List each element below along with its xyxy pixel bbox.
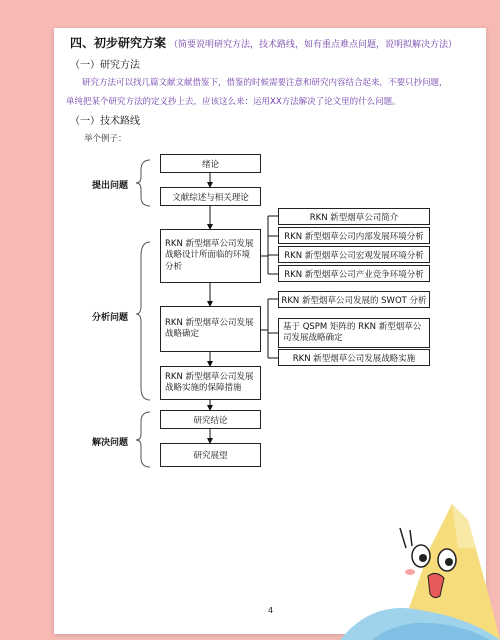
env-item: RKN 新型烟草公司产业竞争环境分析 (278, 265, 430, 282)
box-environment: RKN 新型烟草公司发展战略设计所面临的环境分析 (160, 229, 261, 283)
box-strategy: RKN 新型烟草公司发展战略确定 (160, 306, 261, 352)
stage-analyze: 分析问题 (92, 313, 129, 323)
box-intro: 绪论 (160, 154, 261, 173)
strategy-item: RKN 新型烟草公司发展战略实施 (278, 349, 430, 366)
box-review: 文献综述与相关理论 (160, 187, 261, 206)
stage-solve: 解决问题 (92, 438, 129, 448)
section-note: （简要说明研究方法，技术路线，如有重点难点问题，说明拟解决方法） (169, 40, 458, 50)
strategy-item: 基于 QSPM 矩阵的 RKN 新型烟草公司发展战略确定 (278, 318, 430, 348)
box-safeguard: RKN 新型烟草公司发展战略实施的保障措施 (160, 366, 261, 400)
method-body-line-2: 单纯把某个研究方法的定义抄上去，应该这么来：运用XX方法解决了论文里的什么问题。 (66, 97, 401, 107)
example-label: 举个例子： (84, 134, 127, 144)
stage-propose: 提出问题 (92, 181, 129, 191)
method-body-line-1: 研究方法可以找几篇文献文献借鉴下，借鉴的时候需要注意和研究内容结合起来，不要只抄问题， (82, 78, 448, 88)
route-subheading: （一）技术路线 (70, 116, 140, 127)
section-title: 四、初步研究方案 (70, 36, 167, 50)
method-subheading: （一）研究方法 (70, 60, 140, 71)
env-item: RKN 新型烟草公司宏观发展环境分析 (278, 246, 430, 263)
box-outlook: 研究展望 (160, 443, 261, 467)
box-conclusion: 研究结论 (160, 410, 261, 429)
page-number: 4 (268, 606, 274, 615)
env-item: RKN 新型烟草公司内部发展环境分析 (278, 227, 430, 244)
strategy-item: RKN 新型烟草公司发展的 SWOT 分析 (278, 291, 430, 308)
env-item: RKN 新型烟草公司简介 (278, 208, 430, 225)
